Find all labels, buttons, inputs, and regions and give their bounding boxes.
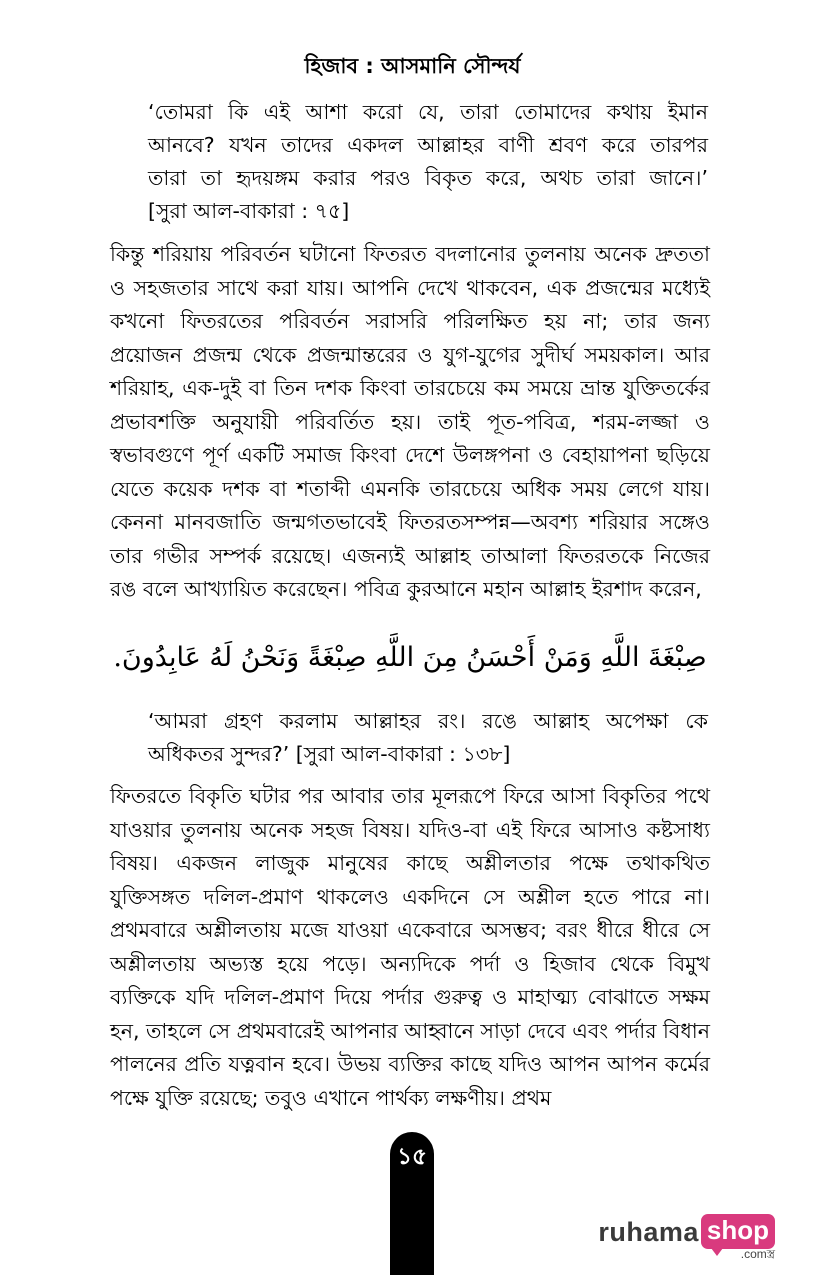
quote-citation: অধিকতর সুন্দর?’ [সুরা আল-বাকারা : ১৩৮]	[148, 742, 511, 766]
body-paragraph-1: কিন্তু শরিয়ায় পরিবর্তন ঘটানো ফিতরত বদলানোর তুলনায় অনেক দ্রুততা ও সহজতার সাথে করা যায়। আপনি দেখে থাকবেন, এক প্রজন্মের মধ্যেই কখনো ফিতরতের পরিবর্তন সরাসরি পরিলক্ষিত হয় না; তার জন্য প্রয়োজন প্রজন্ম থেকে প্রজন্মান্তরের ও যুগ-যুগের সুদীর্ঘ সময়কাল। আর শরিয়াহ, এক-দুই বা তিন দশক কিংবা তারচেয়ে কম সময়ে ভ্রান্ত যুক্তিতর্কের প্রভাবশক্তি অনুযায়ী পরিবর্তিত হয়। তাই পূত-পবিত্র, শরম-লজ্জা ও স্বভাবগুণে পূর্ণ একটি সমাজ কিংবা দেশে উলঙ্গপনা ও বেহায়াপনা ছড়িয়ে যেতে কয়েক দশক বা শতাব্দী এমনকি তারচেয়ে অধিক সময় লেগে যায়। কেননা মানবজাতি জন্মগতভাবেই ফিতরতসম্পন্ন—অবশ্য শরিয়ার সঙ্গেও তার গভীর সম্পর্ক রয়েছে। এজন্যই আল্লাহ তাআলা ফিতরতকে নিজের রঙ বলে আখ্যায়িত করেছেন। পবিত্র কুরআনে মহান আল্লাহ ইরশাদ করেন,	[110, 242, 710, 601]
page-number-tab	[390, 1132, 434, 1275]
quote-line: আনবে? যখন তাদের একদল আল্লাহর বাণী শ্রবণ করে তারপর	[148, 133, 708, 157]
arabic-verse: صِبْغَةَ اللَّهِ وَمَنْ أَحْسَنُ مِنَ اللَّهِ صِبْغَةً وَنَحْنُ لَهُ عَابِدُونَ.	[113, 642, 707, 673]
quote-line: ‘তোমরা কি এই আশা করো যে, তারা তোমাদের কথায় ইমান	[148, 100, 708, 124]
quote-line: ‘আমরা গ্রহণ করলাম আল্লাহর রং। রঙে আল্লাহ অপেক্ষা কে	[148, 709, 708, 733]
body-paragraph-2: ফিতরতে বিকৃতি ঘটার পর আবার তার মূলরূপে ফিরে আসা বিকৃতির পথে যাওয়ার তুলনায় অনেক সহজ বিষয়। যদিও-বা এই ফিরে আসাও কষ্টসাধ্য বিষয়। একজন লাজুক মানুষের কাছে অশ্লীলতার পক্ষে তথাকথিত যুক্তিসঙ্গত দলিল-প্রমাণ থাকলেও একদিনে সে অশ্লীল হতে পারে না। প্রথমবারে অশ্লীলতায় মজে যাওয়া একেবারে অসম্ভব; বরং ধীরে ধীরে সে অশ্লীলতায় অভ্যস্ত হয়ে পড়ে। অন্যদিকে পর্দা ও হিজাব থেকে বিমুখ ব্যক্তিকে যদি দলিল-প্রমাণ দিয়ে পর্দার গুরুত্ব ও মাহাত্ম্য বোঝাতে সক্ষম হন, তাহলে সে প্রথমবারেই আপনার আহ্বানে সাড়া দেবে এবং পর্দার বিধান পালনের প্রতি যত্নবান হবে। উভয় ব্যক্তির কাছে যদিও আপন আপন কর্মের পক্ষে যুক্তি রয়েছে; তবুও এখানে পার্থক্য লক্ষণীয়। প্রথম	[110, 784, 710, 1110]
quote-block-2	[148, 705, 708, 771]
ruhamashop-logo	[598, 1214, 775, 1260]
quote-block-1	[148, 96, 708, 228]
logo-badge: shop	[701, 1214, 775, 1249]
quote-line: তারা তা হৃদয়ঙ্গম করার পরও বিকৃত করে, অথচ তারা জানে।’	[148, 166, 708, 190]
page-header-title: হিজাব : আসমানি সৌন্দর্য	[304, 54, 521, 78]
page-number: ১৫	[397, 1144, 427, 1170]
logo-domain: .comস্ত্র	[740, 1247, 775, 1261]
logo-text: ruhama	[598, 1217, 699, 1247]
quote-citation: [সুরা আল-বাকারা : ৭৫]	[148, 199, 350, 223]
